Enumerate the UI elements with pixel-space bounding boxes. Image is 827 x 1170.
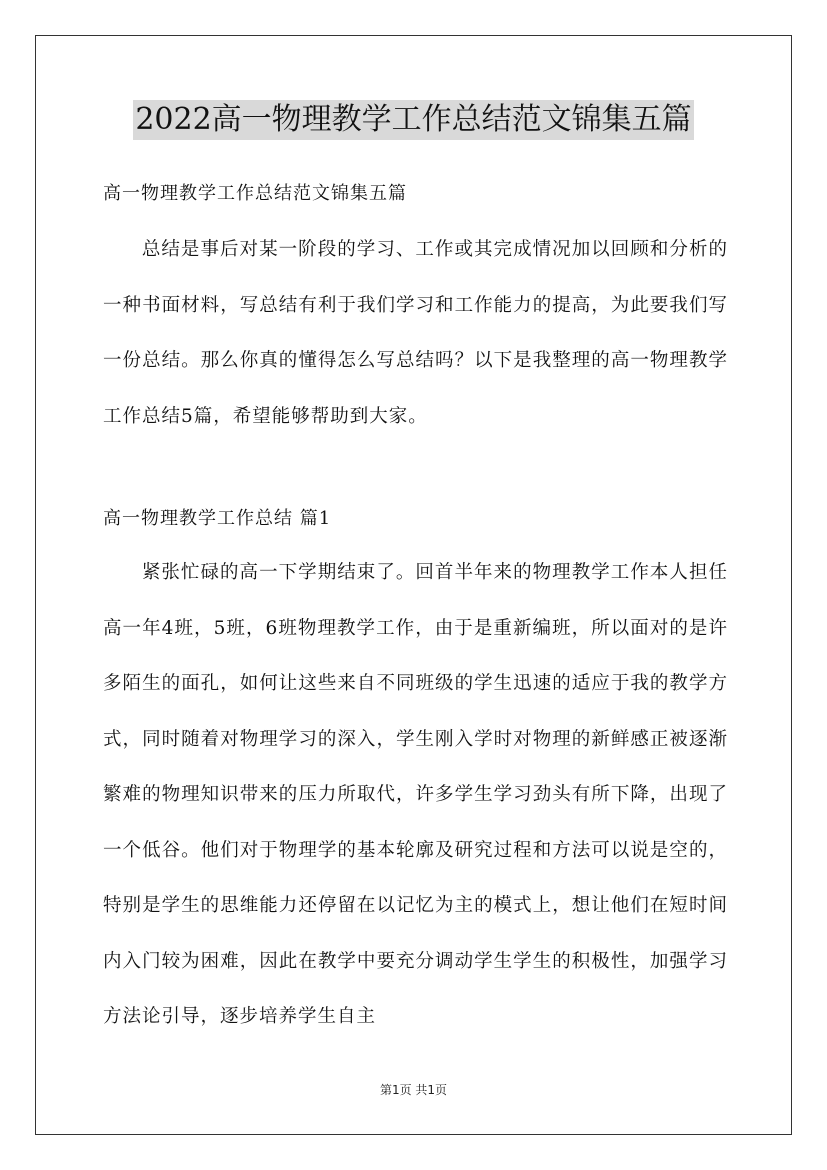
intro-paragraph: 总结是事后对某一阶段的学习、工作或其完成情况加以回顾和分析的一种书面材料，写总结有利于我们学习和工作能力的提高，为此要我们写一份总结。那么你真的懂得怎么写总结吗？以下是我整理的高一物理教学工作总结5篇，希望能够帮助到大家。 xyxy=(103,239,728,427)
title-container xyxy=(0,100,827,140)
section-heading: 高一物理教学工作总结 篇1 xyxy=(103,508,332,529)
document-title: 2022高一物理教学工作总结范文锦集五篇 xyxy=(133,100,693,140)
page-footer: 第1页 共1页 xyxy=(379,1083,448,1097)
section-paragraph: 紧张忙碌的高一下学期结束了。回首半年来的物理教学工作本人担任高一年4班，5班，6班物理教学工作，由于是重新编班，所以面对的是许多陌生的面孔，如何让这些来自不同班级的学生迅速的适应于我的教学方式，同时随着对物理学习的深入，学生刚入学时对物理的新鲜感正被逐渐繁难的物理知识带来的压力所取代，许多学生学习劲头有所下降，出现了一个低谷。他们对于物理学的基本轮廓及研究过程和方法可以说是空的，特别是学生的思维能力还停留在以记忆为主的模式上，想让他们在短时间内入门较为困难，因此在教学中要充分调动学生学生的积极性，加强学习方法论引导，逐步培养学生自主 xyxy=(103,562,728,1027)
document-subtitle: 高一物理教学工作总结范文锦集五篇 xyxy=(103,183,407,204)
